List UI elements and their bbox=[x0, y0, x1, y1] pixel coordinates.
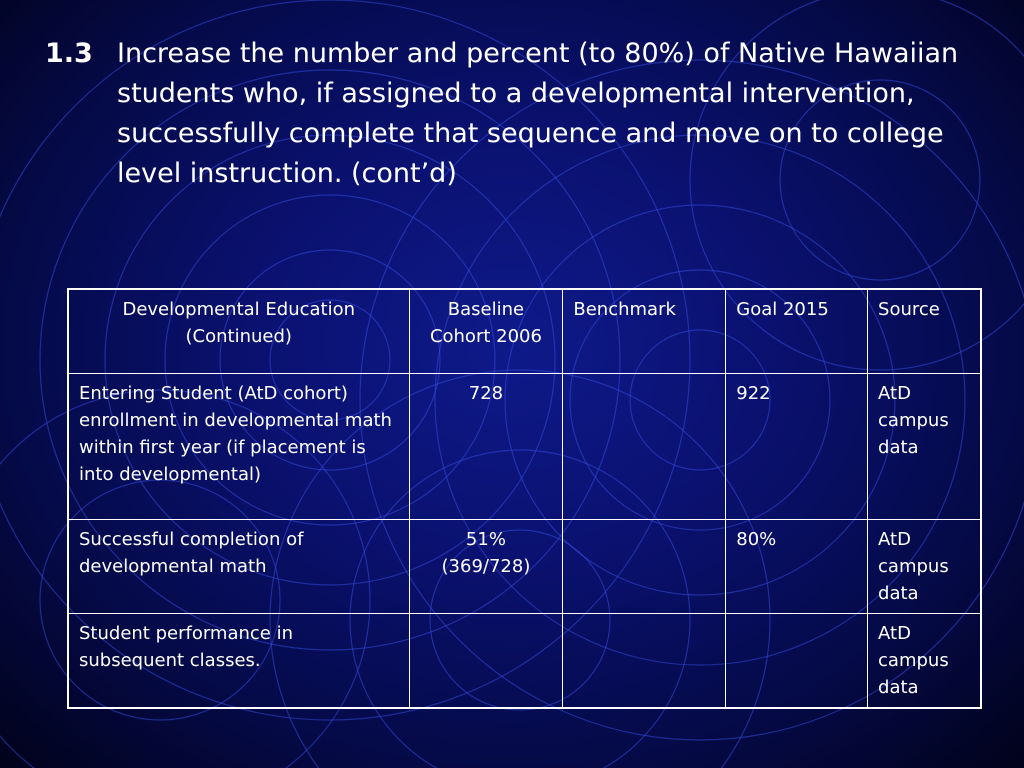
row-source: AtD campus data bbox=[868, 520, 981, 614]
header-goal-2015: Goal 2015 bbox=[726, 289, 868, 374]
row-benchmark bbox=[563, 614, 726, 709]
objective-text: Increase the number and percent (to 80%) of Native Hawaiian students who, if assigned to a developmental intervention, successfully complete that sequence and move on to college level instruction. (cont’d) bbox=[117, 38, 959, 189]
header-benchmark: Benchmark bbox=[563, 289, 726, 374]
header-baseline: Baseline Cohort 2006 bbox=[409, 289, 563, 374]
table-row bbox=[68, 614, 981, 709]
row-source: AtD campus data bbox=[868, 614, 981, 709]
row-baseline: 51% (369/728) bbox=[409, 520, 563, 614]
row-label: Student performance in subsequent classes. bbox=[68, 614, 409, 709]
objective-number: 1.3 bbox=[45, 38, 93, 69]
table-row bbox=[68, 374, 981, 520]
row-goal: 80% bbox=[726, 520, 868, 614]
row-baseline: 728 bbox=[409, 374, 563, 520]
header-source: Source bbox=[868, 289, 981, 374]
header-developmental-education: Developmental Education (Continued) bbox=[68, 289, 409, 374]
row-goal: 922 bbox=[726, 374, 868, 520]
table-row bbox=[68, 520, 981, 614]
row-baseline bbox=[409, 614, 563, 709]
slide-title bbox=[45, 34, 985, 194]
row-source: AtD campus data bbox=[868, 374, 981, 520]
row-goal bbox=[726, 614, 868, 709]
row-label: Successful completion of developmental math bbox=[68, 520, 409, 614]
row-label: Entering Student (AtD cohort) enrollment in developmental math within first year (if placement is into developmental) bbox=[68, 374, 409, 520]
row-benchmark bbox=[563, 374, 726, 520]
row-benchmark bbox=[563, 520, 726, 614]
developmental-education-table bbox=[67, 288, 982, 709]
table-header-row bbox=[68, 289, 981, 374]
